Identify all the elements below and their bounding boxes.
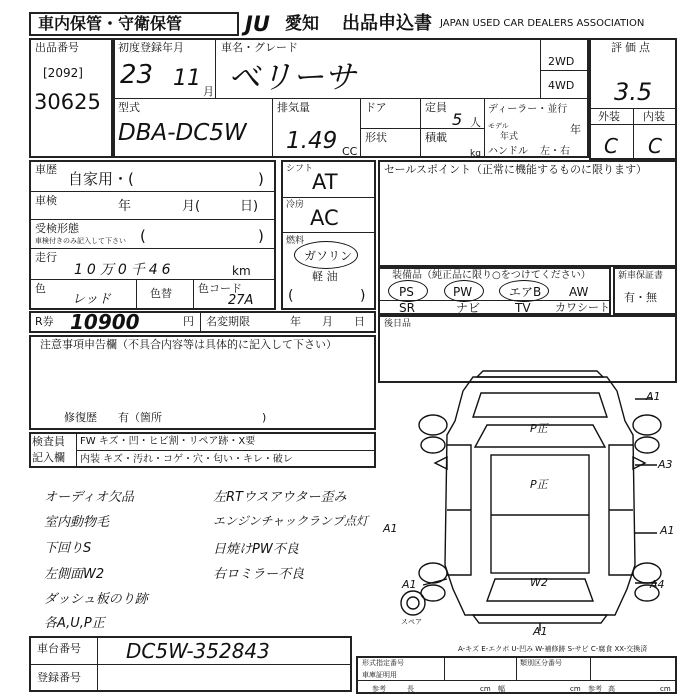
car-diagram [395,365,685,640]
fuel-close: ) [360,288,366,304]
airbag-circle [499,280,549,302]
lot-label: 出品番号 [35,41,79,54]
recycle-value: 10900 [70,310,140,334]
class-code-label: 類別区分番号 [520,659,562,667]
equip-navi: ナビ [456,301,481,315]
remark-left-2: 室内動物毛 [44,515,110,530]
fuel-gas-circle [294,241,358,269]
notes-label: 注意事項申告欄（不具合内容等は具体的に記入して下さい） [40,338,337,351]
load-label: 積載 [425,131,447,144]
mileage-label: 走行 [35,251,57,264]
color-code-label: 色コード [198,282,242,295]
score-label: 評価点 [611,41,653,54]
equip-pw: PW [453,285,473,299]
diagram-mark-a1-top: A1 [646,390,661,403]
displacement: 1.49 [286,128,338,154]
cc-unit: CC [342,145,358,158]
model-year-label: モデル [488,122,509,130]
nen-shiki: 年式 [500,132,519,142]
diagram-mark-p-roof: P正 [530,478,548,491]
inspector-label-1: 検査員 [32,435,65,448]
jushin-paren: ( [140,227,146,245]
diagram-mark-a1-rear: A1 [533,625,548,638]
remark-right-2: エンジンチャックランプ点灯 [213,514,369,528]
lot-bracket: [2092] [43,66,83,80]
shaken-year: 年 [118,199,132,214]
kg-unit: kg [470,149,481,159]
spare-label: スペア [401,618,422,626]
fuel-label: 燃料 [286,236,305,246]
ps-circle [388,280,428,302]
remark-left-4: 左側面W2 [44,567,105,582]
name-change-day: 日 [354,315,365,328]
recycle-label: R券 [35,315,54,328]
rear-label: 後日品 [384,319,412,329]
type-label: 型式 [118,101,140,114]
equip-sr: SR [399,301,415,315]
shift-value: AT [312,170,338,194]
warranty-opts: 有・無 [624,291,657,304]
name-change-month: 月 [322,315,333,328]
form-code-label: 形式指定番号 [362,659,404,667]
height-label: 高 [608,685,615,693]
history-close: ) [258,170,264,188]
drive-2wd: 2WD [548,55,575,68]
ju-logo: JU [245,12,270,36]
ref-label-2: 参考 [588,685,602,693]
height-cm: cm [660,685,671,693]
storage-title: 車内保管・守衛保管 [38,14,183,33]
name-label: 車名・グレード [221,41,298,54]
jushin-close: ) [258,227,264,245]
damage-legend: A-キズ E-エクボ U-凹み W-補修跡 S-サビ C-腐食 XX-交換済 [458,645,648,653]
sales-label: セールスポイント（正常に機能するものに限ります） [384,163,648,176]
inspector-int-line: 内装 キズ・汚れ・コゲ・穴・匂い・キレ・破レ [80,454,293,465]
reg-year: 23 [120,60,154,90]
color-code: 27A [228,293,254,308]
form-title: 出品申込書 [342,13,432,34]
shaken-day: 日) [240,199,259,214]
long-label: 長 [407,685,414,693]
color-label: 色 [35,282,46,295]
history-value: 自家用・( [68,170,134,188]
cap-label: 定員 [425,101,447,114]
name-change-label: 名変期限 [206,315,250,328]
chassis-number: DC5W-352843 [126,639,270,663]
handle-opts: 左・右 [540,146,570,157]
jushin-note: 車検付きのみ記入して下さい [35,237,126,245]
mileage-unit: km [232,264,251,278]
ref-label-1: 参考 [372,685,386,693]
reg-month: 11 [173,66,201,91]
shift-label: シフト [286,164,314,174]
fuel-paren: ( [288,288,294,304]
ac-label: 冷房 [286,200,305,210]
fuel-gas: ガソリン [304,249,353,263]
inspector-label-2: 記入欄 [32,451,65,464]
fuel-diesel: 軽 油 [312,270,338,283]
score-value: 3.5 [614,78,653,106]
person-unit: 人 [470,116,481,129]
remark-left-5: ダッシュ板のり跡 [44,592,148,607]
remark-right-4: 右ロミラー不良 [213,567,305,582]
diagram-mark-a4: A4 [650,578,665,591]
ac-value: AC [310,206,339,230]
diagram-mark-w2: W2 [530,576,548,589]
dealer-label: ディーラー・並行 [488,104,568,115]
ext-label: 外装 [598,110,620,123]
recycle-yen: 円 [183,315,194,328]
shaken-label: 車検 [35,194,57,207]
width-cm: cm [570,685,581,693]
lot-number: 30625 [34,90,101,114]
jushin-label: 受検形態 [35,222,79,235]
remark-left-3: 下回りS [44,541,92,556]
history-label: 車歴 [35,163,57,176]
repair-value: 有（箇所 [118,411,162,424]
diagram-mark-a1-right: A1 [660,524,675,537]
year-unit: 年 [570,123,581,136]
int-label: 内装 [643,110,665,123]
shape-label: 形状 [365,131,387,144]
width-label: 幅 [498,685,505,693]
color-change: 色替 [150,287,172,300]
int-grade: C [648,134,662,158]
remark-a1-tag: A1 [383,522,398,535]
ext-grade: C [604,134,618,158]
association-name: JAPAN USED CAR DEALERS ASSOCIATION [440,18,645,29]
equip-label: 装備品（純正品に限り○をつけてください） [392,270,591,281]
equip-tv: TV [515,301,531,315]
shaken-month: 月( [182,199,201,214]
diagram-mark-a3: A3 [658,458,673,471]
remark-left-1: オーディオ欠品 [44,490,134,505]
model-code: DBA-DC5W [118,120,247,146]
warranty-label: 新車保証書 [618,271,664,281]
door-label: ドア [365,101,387,114]
diagram-mark-p-hood: P正 [530,422,548,435]
reg-number-label: 登録番号 [37,671,81,684]
remark-right-3: 日焼けPW不良 [213,542,299,557]
capacity: 5 [452,110,463,129]
pw-circle [444,280,484,302]
reg-label: 初度登録年月 [118,41,184,54]
equip-leather: カワシート [555,301,610,314]
color-value: レッド [72,292,111,307]
remark-left-6: 各A,U,P正 [44,616,105,631]
name-change-year: 年 [290,315,301,328]
cert-label: 車庫証明用 [362,671,397,679]
diagram-mark-a1-left: A1 [402,578,417,591]
reg-month-unit: 月 [203,85,214,98]
chassis-label: 車台番号 [37,642,81,655]
car-name: ベリーサ [228,58,357,96]
equip-airbag: エアB [509,285,542,299]
sales-box [378,160,677,267]
repair-close: ) [262,411,267,424]
org-name: 愛知 [285,14,319,34]
equip-ps: PS [399,285,414,299]
long-cm: cm [480,685,491,693]
equip-aw: AW [569,285,589,299]
mileage-value: 10万0千46 [74,262,175,278]
remark-right-1: 左RTウスアウター歪み [213,490,347,505]
inspector-fw-line: FW キズ・凹・ヒビ割・リペア跡・X要 [80,436,256,447]
disp-label: 排気量 [277,101,310,114]
drive-4wd: 4WD [548,79,575,92]
repair-label: 修復歴 [64,411,97,424]
handle-label: ハンドル [488,146,528,157]
